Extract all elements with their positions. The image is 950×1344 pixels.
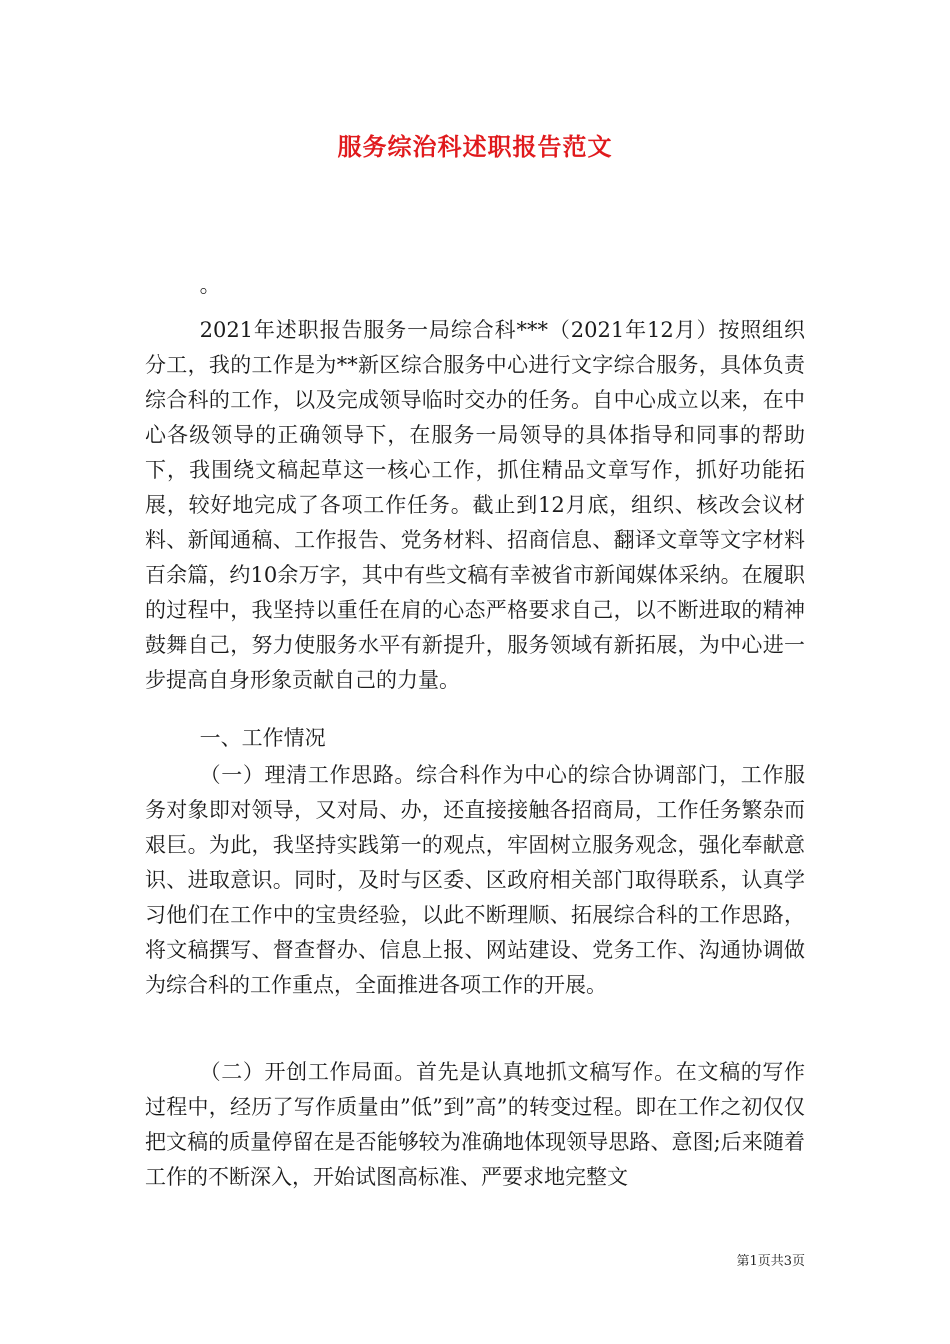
leading-punctuation [145, 268, 805, 303]
page-number: 第1页共3页 [736, 1254, 805, 1269]
paragraph-work-ideas [145, 758, 805, 1003]
paragraph-text: （二）开创工作局面。首先是认真地抓文稿写作。在文稿的写作过程中，经历了写作质量由”低”到”高”的转变过程。即在工作之初仅仅把文稿的质量停留在是否能够较为准确地体现领导思路、意图;后来随着工作的不断深入，开始试图高标准、严要求地完整文 [145, 1060, 805, 1189]
dot-paragraph: 。 [199, 273, 221, 297]
document-title: 服务综治科述职报告范文 [337, 132, 613, 161]
paragraph-text: 2021年述职报告服务一局综合科***（2021年12月）按照组织分工，我的工作是为**新区综合服务中心进行文字综合服务，具体负责综合科的工作，以及完成领导临时交办的任务。自中心成立以来，在中心各级领导的正确领导下，在服务一局领导的具体指导和同事的帮助下，我围绕文稿起草这一核心工作，抓住精品文章写作，抓好功能拓展，较好地完成了各项工作任务。截止到12月底，组织、核改会议材料、新闻通稿、工作报告、党务材料、招商信息、翻译文章等文字材料百余篇，约10余万字，其中有些文稿有幸被省市新闻媒体采纳。在履职的过程中，我坚持以重任在肩的心态严格要求自己，以不断进取的精神鼓舞自己，努力使服务水平有新提升，服务领域有新拓展，为中心进一步提高自身形象贡献自己的力量。 [145, 318, 805, 692]
paragraph-work-situation [145, 1055, 805, 1195]
paragraph-text: （一）理清工作思路。综合科作为中心的综合协调部门，工作服务对象即对领导，又对局、办，还直接接触各招商局，工作任务繁杂而艰巨。为此，我坚持实践第一的观点，牢固树立服务观念，强化奉献意识、进取意识。同时，及时与区委、区政府相关部门取得联系，认真学习他们在工作中的宝贵经验，以此不断理顺、拓展综合科的工作思路，将文稿撰写、督查督办、信息上报、网站建设、党务工作、沟通协调做为综合科的工作重点，全面推进各项工作的开展。 [145, 763, 805, 997]
heading-text: 一、工作情况 [199, 726, 326, 750]
paragraph-intro [145, 313, 805, 698]
section-heading [145, 721, 805, 756]
